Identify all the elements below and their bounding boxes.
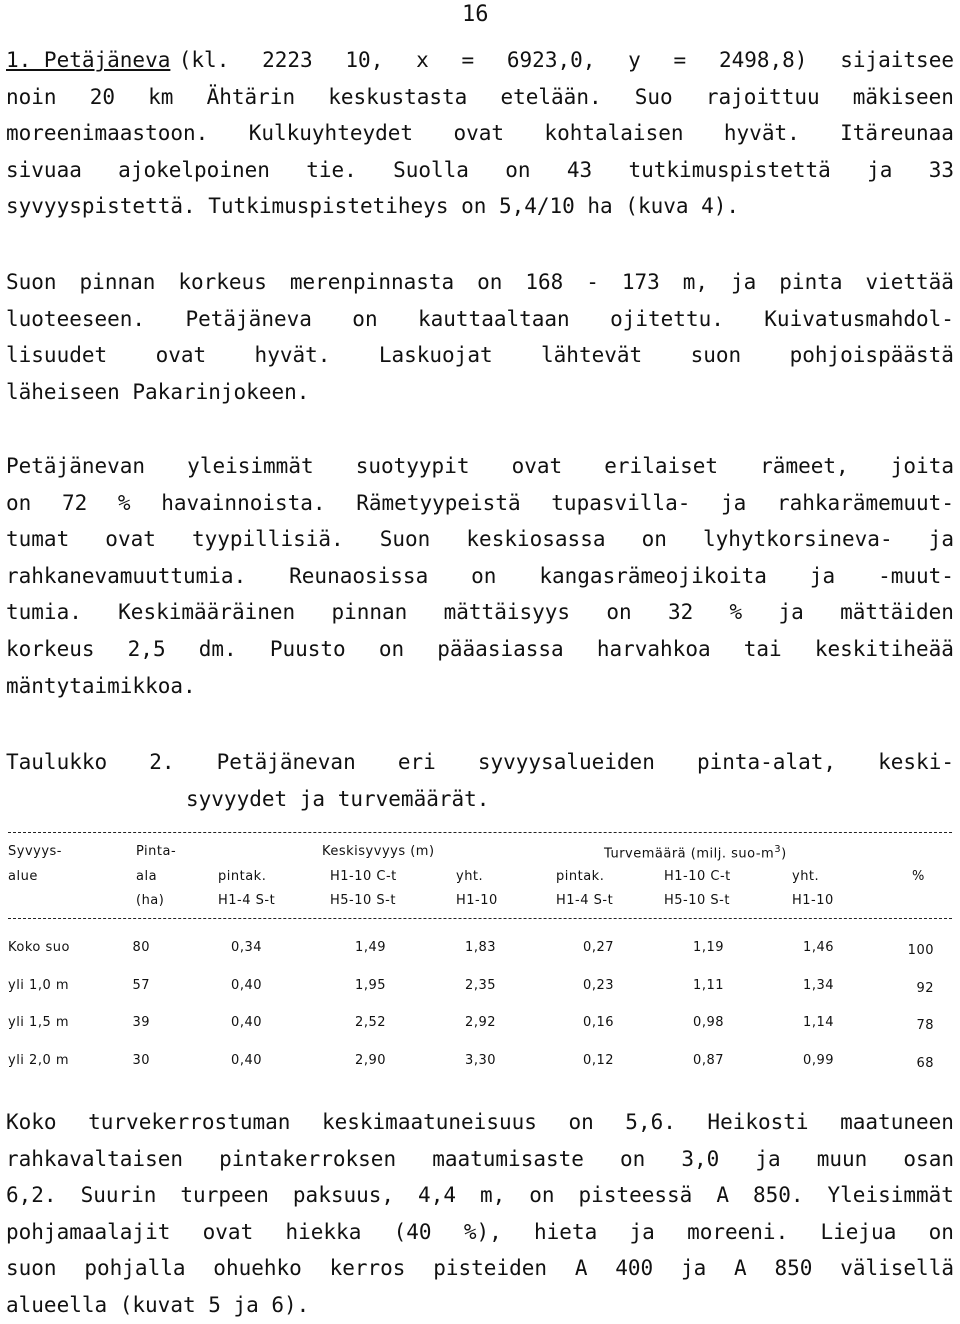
word: lisuudet	[6, 343, 108, 368]
table-cell: 1,49	[355, 940, 386, 955]
word: 20	[89, 84, 116, 109]
word: moreenimaastoon.	[6, 121, 209, 146]
word: tyypillisiä.	[191, 527, 344, 552]
header-cell: alue	[8, 869, 38, 884]
word: mäkiseen	[852, 84, 954, 109]
table-rule-header	[8, 918, 952, 919]
word: Suolla	[393, 157, 469, 182]
table-cell: 57	[132, 977, 150, 993]
word: sivuaa	[6, 157, 82, 182]
word: pohjalla	[84, 1256, 186, 1281]
table-cell: 3,30	[465, 1052, 496, 1068]
paragraph-line	[6, 374, 954, 411]
word: Ähtärin	[206, 84, 296, 109]
word: merenpinnasta	[289, 270, 455, 294]
header-cell: H1-10	[792, 893, 834, 908]
table-cell: 68	[916, 1055, 934, 1071]
paragraph-line	[6, 594, 954, 631]
table-cell: 1,95	[355, 977, 386, 993]
word: ja	[233, 1292, 259, 1317]
table-cell: 2,92	[465, 1015, 496, 1030]
header-cell: %	[912, 869, 925, 884]
table-cell: 0,99	[803, 1052, 834, 1068]
header-cell: yht.	[792, 869, 820, 884]
word: 32	[667, 600, 694, 625]
word: keskimaatuneisuus	[321, 1110, 537, 1134]
paragraph-line	[6, 448, 954, 485]
word: syvyysalueiden	[477, 750, 655, 774]
word: tupasvilla-	[551, 490, 691, 515]
table-cell: 0,34	[231, 940, 262, 955]
word: on	[461, 194, 487, 219]
word: keskitiheää	[814, 636, 954, 661]
word: ovat	[105, 527, 156, 552]
header-cell: yht.	[456, 869, 484, 884]
word: Reunaosissa	[289, 563, 429, 588]
paragraph-line	[6, 1177, 954, 1214]
word: lähtevät	[541, 343, 643, 368]
word: kauttaaltaan	[417, 306, 570, 331]
word: havainnoista.	[161, 490, 326, 515]
word: 4).	[701, 194, 740, 219]
word: (kuva	[625, 194, 689, 219]
header-mean-depth: Keskisyvyys (m)	[322, 844, 435, 859]
word: 850	[774, 1256, 813, 1281]
word: pinta-alat,	[696, 750, 837, 774]
paragraph-line	[6, 1104, 954, 1141]
word: Suon	[379, 527, 431, 552]
paragraph-line	[6, 631, 954, 668]
header-cell: H5-10 S-t	[330, 893, 396, 908]
word: rämeet,	[760, 454, 849, 478]
word: Suon	[6, 270, 57, 294]
word: m,	[479, 1183, 506, 1208]
word: ha	[587, 194, 613, 219]
header-cell: H1-10	[456, 893, 498, 908]
word: ja	[680, 1256, 707, 1281]
paragraph-line	[6, 152, 954, 189]
word: tutkimuspistettä	[628, 157, 831, 182]
word: on	[928, 1219, 954, 1244]
word: Liejua	[820, 1219, 897, 1244]
word: ja	[721, 490, 747, 515]
word: rahkarämemuut-	[776, 490, 954, 515]
table-cell: 30	[132, 1052, 150, 1068]
header-cell: H1-4 S-t	[218, 893, 276, 908]
header-cell: H1-4 S-t	[556, 893, 614, 908]
word: pisteiden	[433, 1256, 548, 1281]
paragraph-peat	[6, 1104, 954, 1324]
paragraph-line	[6, 42, 954, 79]
word: Puusto	[269, 636, 346, 661]
word: pisteessä	[578, 1183, 693, 1208]
word: Petäjäneva	[185, 306, 312, 331]
word: tumat	[6, 527, 70, 552]
word: on	[477, 270, 503, 294]
paragraph-line	[6, 188, 954, 225]
word: ja	[755, 1146, 781, 1171]
word: 5,4/10	[498, 194, 575, 219]
word: ja	[629, 1219, 655, 1244]
word: dm.	[198, 636, 237, 661]
word: harvahkoa	[596, 636, 711, 661]
word: %	[117, 490, 131, 515]
paragraph-line	[6, 1250, 954, 1287]
table-cell: 78	[916, 1018, 934, 1033]
word: turvekerrostuman	[88, 1110, 291, 1134]
word: keski-	[878, 750, 954, 774]
word: ja	[778, 600, 804, 625]
table-cell: 39	[132, 1015, 150, 1030]
table-cell: 100	[907, 943, 934, 958]
word: A	[574, 1256, 588, 1281]
paragraph-line	[6, 337, 954, 374]
word: on	[352, 306, 378, 331]
word: Kulkuyhteydet	[248, 121, 414, 146]
word: Rämetyypeistä	[356, 490, 521, 515]
table-cell: 0,40	[231, 1052, 262, 1068]
word: läheiseen	[6, 379, 120, 404]
paragraph-line	[6, 521, 954, 558]
word: rahkavaltaisen	[6, 1146, 184, 1171]
table-cell: 80	[132, 940, 150, 955]
caption-line	[6, 744, 954, 781]
word: joita	[890, 454, 954, 478]
word: lyhytkorsineva-	[702, 527, 893, 552]
header-cell: pintak.	[556, 869, 605, 884]
word: Heikosti	[707, 1110, 809, 1134]
word: 168	[525, 270, 564, 294]
word: suon	[690, 343, 742, 368]
word: suon	[6, 1256, 57, 1281]
word: on	[606, 600, 632, 625]
word: hyvät.	[254, 343, 331, 368]
table-cell: 1,19	[693, 940, 724, 955]
word: km	[148, 84, 174, 109]
row-label: yli 2,0 m	[8, 1052, 70, 1068]
table-cell: 0,87	[693, 1052, 724, 1068]
word: pintakerroksen	[219, 1146, 397, 1171]
word: Laskuojat	[378, 343, 493, 368]
word: ajokelpoinen	[118, 157, 270, 182]
word: Taulukko	[6, 750, 108, 774]
word: (40	[393, 1219, 432, 1244]
word: mäntytaimikkoa.	[6, 673, 196, 698]
paragraph-line	[6, 264, 954, 301]
word: pinnan	[79, 270, 156, 294]
table-cell: 0,16	[583, 1015, 614, 1030]
word: eri	[397, 750, 436, 774]
table-cell: 2,35	[465, 977, 496, 993]
word: viettää	[865, 270, 954, 294]
word: on	[529, 1183, 555, 1208]
word: Petäjänevan	[216, 750, 356, 774]
word: alueella	[6, 1292, 108, 1317]
caption-line: syvyydet ja turvemäärät.	[186, 786, 490, 811]
word: yleisimmät	[187, 454, 314, 478]
word: pohjamaalajit	[6, 1219, 171, 1244]
table-cell: 92	[916, 980, 934, 996]
paragraph-line	[6, 301, 954, 338]
word: tai	[743, 636, 782, 661]
word: muun	[816, 1146, 868, 1171]
table-cell: 1,83	[465, 940, 496, 955]
table-cell: 2,90	[355, 1052, 386, 1068]
word: noin	[6, 84, 57, 109]
word: A	[716, 1183, 729, 1208]
table-cell: 1,14	[803, 1015, 834, 1030]
word: -	[586, 270, 599, 294]
table-cell: 0,27	[583, 940, 614, 955]
header-peat-volume: Turvemäärä (milj. suo-$m^3$)	[604, 844, 787, 862]
row-label: Koko suo	[8, 940, 70, 955]
row-label: yli 1,0 m	[8, 977, 70, 993]
word: suotyypit	[355, 454, 470, 478]
word: Koko	[6, 1110, 57, 1134]
table-cell: 1,11	[693, 977, 724, 993]
word: 2.	[149, 750, 175, 774]
word: korkeus	[6, 636, 95, 661]
header-cell: H1-10 C-t	[664, 869, 731, 884]
table-caption	[6, 744, 954, 817]
word: hyvät.	[723, 121, 800, 146]
word: rajoittuu	[705, 84, 820, 109]
word: keskustasta	[328, 84, 468, 109]
word: Tutkimuspistetiheys	[208, 194, 449, 219]
word: on	[641, 527, 667, 552]
word: on	[505, 157, 531, 182]
word: hieta	[534, 1219, 598, 1244]
table-rule-top	[8, 832, 952, 833]
word: pääasiassa	[437, 636, 564, 661]
word: Keskimääräinen	[118, 600, 296, 625]
word: syvyyspistettä.	[6, 194, 196, 219]
word: Suurin	[80, 1183, 157, 1208]
word: 6,2.	[6, 1183, 57, 1208]
word: pinnan	[331, 600, 408, 625]
word: Kuivatusmahdol-	[764, 306, 954, 331]
word: erilaiset	[604, 454, 719, 478]
word: 43	[566, 157, 593, 182]
word: ja	[731, 270, 757, 294]
paragraph-location	[6, 42, 954, 225]
word: on	[6, 490, 32, 515]
word: kohtalaisen	[544, 121, 684, 146]
word: kangasrämeojikoita	[539, 563, 767, 588]
header-cell: H5-10 S-t	[664, 893, 730, 908]
word: 5,6.	[625, 1110, 676, 1134]
word: 850.	[752, 1183, 804, 1208]
word: kerros	[329, 1256, 406, 1281]
word: 4,4	[418, 1183, 456, 1208]
word: (kuvat	[119, 1292, 196, 1317]
word: -muut-	[878, 563, 954, 588]
word: Pakarinjokeen.	[132, 379, 310, 404]
word: 400	[615, 1256, 654, 1281]
table-cell: 0,12	[583, 1052, 614, 1068]
word: ja	[809, 563, 836, 588]
word: on	[619, 1146, 646, 1171]
header-cell: (ha)	[136, 893, 165, 908]
paragraph-line	[6, 1214, 954, 1251]
table-cell: 1,46	[803, 940, 834, 955]
word: ovat	[453, 121, 505, 146]
table-cell: 0,98	[693, 1015, 724, 1030]
word: pohjoispäästä	[789, 343, 954, 368]
word: maatuneen	[840, 1110, 954, 1134]
word: välisellä	[840, 1256, 954, 1281]
word: etelään.	[500, 84, 602, 109]
word: on	[568, 1110, 594, 1134]
word: %),	[463, 1219, 502, 1244]
word: A	[734, 1256, 747, 1281]
paragraph-line	[6, 1287, 954, 1324]
word: ja	[928, 527, 954, 552]
word: 173	[621, 270, 660, 294]
word: korkeus	[178, 270, 267, 294]
table-cell: 1,34	[803, 977, 834, 993]
word: Yleisimmät	[827, 1183, 954, 1208]
word: 3,0	[681, 1146, 720, 1171]
table-cell: 2,52	[355, 1015, 386, 1030]
paragraph-line	[6, 79, 954, 116]
header-area: Pinta-	[136, 844, 177, 859]
paragraph-surface	[6, 264, 954, 410]
word: osan	[903, 1146, 954, 1171]
word: 2,5	[127, 636, 166, 661]
paragraph-line	[6, 1141, 954, 1178]
word: moreeni.	[687, 1219, 789, 1244]
word: 33	[928, 157, 954, 182]
word: ovat	[202, 1219, 254, 1244]
word: maatumisaste	[432, 1146, 584, 1171]
line-text: (kl. 2223 10, x = 6923,0, y = 2498,8) sijaitsee	[178, 48, 954, 72]
section-heading: 1. Petäjäneva	[6, 48, 171, 72]
word: 72	[61, 490, 88, 515]
word: hiekka	[285, 1219, 362, 1244]
word: ohuehko	[213, 1256, 302, 1281]
row-label: yli 1,5 m	[8, 1015, 70, 1030]
paragraph-line	[6, 115, 954, 152]
paragraph-line	[6, 485, 954, 522]
word: 5	[208, 1292, 221, 1317]
word: paksuus,	[292, 1183, 395, 1208]
word: on	[471, 563, 497, 588]
word: Suo	[634, 84, 673, 109]
word: 6).	[271, 1292, 310, 1317]
word: pinta	[779, 270, 843, 294]
header-depth-area: Syvyys-	[8, 844, 62, 859]
paragraph-vegetation	[6, 448, 954, 704]
word: ojitettu.	[610, 306, 724, 331]
word: keskiosassa	[466, 527, 606, 552]
word: rahkanevamuuttumia.	[6, 563, 247, 588]
word: mättäisyys	[443, 600, 571, 625]
word: ovat	[155, 343, 207, 368]
word: Petäjänevan	[6, 454, 146, 478]
word: luoteeseen.	[6, 306, 146, 331]
header-cell: ala	[136, 869, 158, 884]
table-cell: 0,40	[231, 977, 262, 993]
table-cell: 0,23	[583, 977, 614, 993]
word: tumia.	[6, 600, 82, 625]
word: ovat	[511, 454, 563, 478]
page-number: 16	[462, 2, 489, 27]
paragraph-line	[6, 558, 954, 595]
table-cell: 0,40	[231, 1015, 262, 1030]
paragraph-line	[6, 668, 954, 705]
word: %	[729, 600, 743, 625]
word: turpeen	[180, 1183, 269, 1208]
word: Itäreunaa	[840, 121, 954, 146]
header-cell: H1-10 C-t	[330, 869, 397, 884]
header-cell: pintak.	[218, 869, 267, 884]
word: m,	[682, 270, 709, 294]
word: ja	[867, 157, 893, 182]
word: tie.	[306, 157, 357, 182]
word: on	[378, 636, 405, 661]
word: mättäiden	[840, 600, 954, 625]
